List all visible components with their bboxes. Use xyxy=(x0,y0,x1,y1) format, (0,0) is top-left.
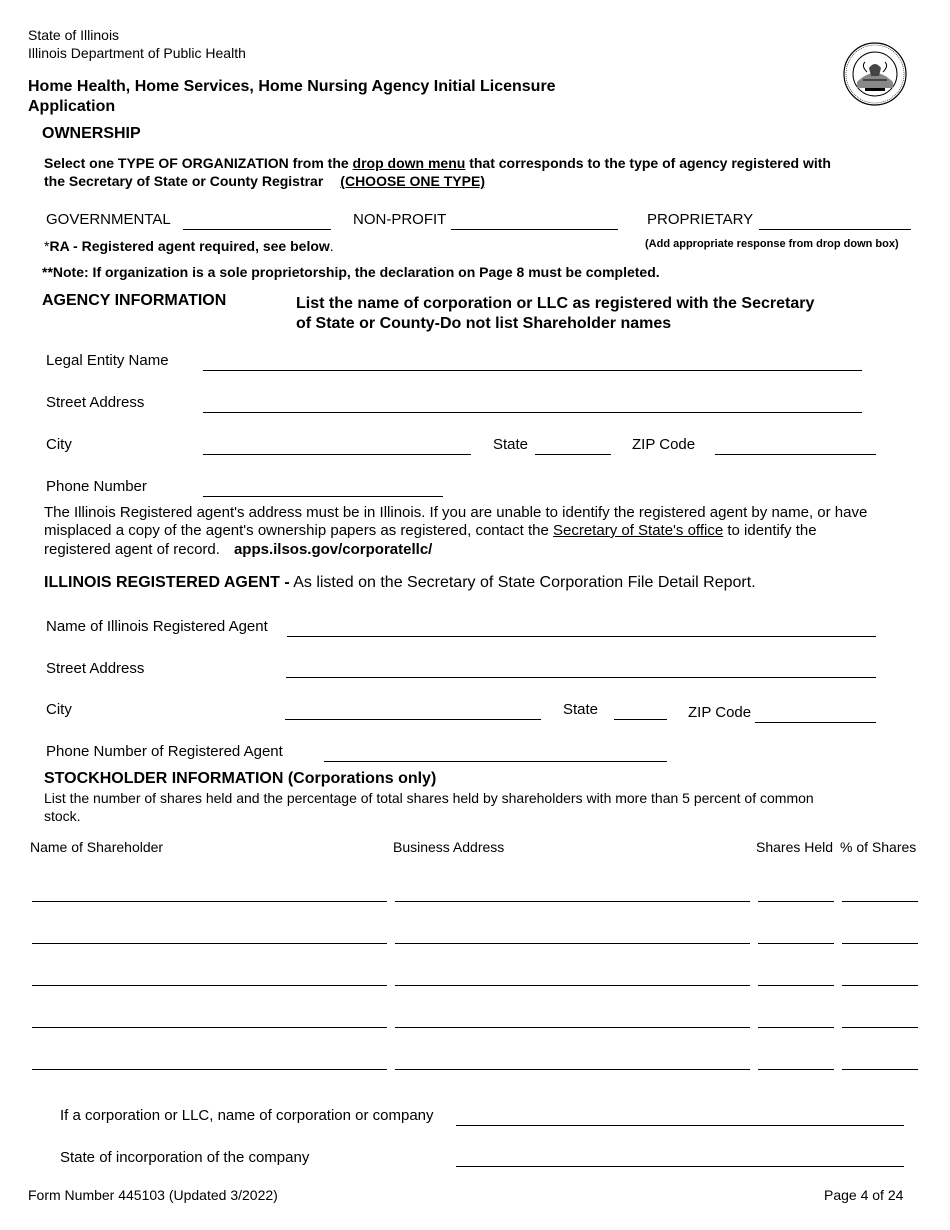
agent-state-field[interactable] xyxy=(614,719,667,720)
governmental-field[interactable] xyxy=(183,229,331,230)
agency-state-field[interactable] xyxy=(535,454,611,455)
shareholder-name-field[interactable] xyxy=(32,901,387,902)
agency-state-label: State xyxy=(493,436,529,453)
incorporation-state-field[interactable] xyxy=(456,1166,904,1167)
agent-street-label: Street Address xyxy=(46,660,145,677)
instr-text: Select one TYPE OF ORGANIZATION from the xyxy=(44,155,353,171)
ownership-instructions-line1 xyxy=(44,155,831,171)
sole-proprietorship-note: **Note: If organization is a sole proprietorship, the declaration on Page 8 must be completed. xyxy=(42,264,660,280)
shares-held-field[interactable] xyxy=(758,1069,834,1070)
col-header-address: Business Address xyxy=(393,839,505,855)
stockholder-heading: STOCKHOLDER INFORMATION (Corporations only) xyxy=(44,770,437,787)
incorporation-state-label: State of incorporation of the company xyxy=(60,1149,310,1166)
ra-paragraph-line1: The Illinois Registered agent's address must be in Illinois. If you are unable to identify the registered agent by name, or have xyxy=(44,504,868,521)
business-address-field[interactable] xyxy=(395,901,750,902)
corporation-name-label: If a corporation or LLC, name of corporation or company xyxy=(60,1107,434,1124)
nonprofit-field[interactable] xyxy=(451,229,618,230)
percent-shares-field[interactable] xyxy=(842,985,918,986)
ra-dot: . xyxy=(329,238,334,254)
business-address-field[interactable] xyxy=(395,1069,750,1070)
legal-entity-field[interactable] xyxy=(203,370,862,371)
agency-zip-label: ZIP Code xyxy=(632,436,696,453)
percent-shares-field[interactable] xyxy=(842,1027,918,1028)
nonprofit-label: NON-PROFIT xyxy=(353,211,447,228)
legal-entity-label: Legal Entity Name xyxy=(46,352,169,369)
agent-zip-label: ZIP Code xyxy=(688,704,752,721)
add-response-note: (Add appropriate response from drop down box) xyxy=(645,238,899,250)
col-header-name: Name of Shareholder xyxy=(30,839,164,855)
secretary-of-state-link[interactable]: Secretary of State's office xyxy=(553,522,724,539)
proprietary-field[interactable] xyxy=(759,229,911,230)
registered-agent-heading xyxy=(44,574,756,592)
ra-p2-text: to identify the xyxy=(723,522,817,539)
form-title-line1: Home Health, Home Services, Home Nursing Agency Initial Licensure xyxy=(28,78,556,95)
ownership-heading: OWNERSHIP xyxy=(42,125,141,142)
shareholder-name-field[interactable] xyxy=(32,943,387,944)
agent-zip-field[interactable] xyxy=(755,722,876,723)
form-title-line2: Application xyxy=(28,98,116,115)
percent-shares-field[interactable] xyxy=(842,1069,918,1070)
agent-heading-rest: As listed on the Secretary of State Corporation File Detail Report. xyxy=(289,574,756,591)
shares-held-field[interactable] xyxy=(758,943,834,944)
agency-city-label: City xyxy=(46,436,72,453)
business-address-field[interactable] xyxy=(395,1027,750,1028)
business-address-field[interactable] xyxy=(395,985,750,986)
ra-text: RA - Registered agent required, see below xyxy=(49,238,330,254)
instr-text: that corresponds to the type of agency registered with xyxy=(465,155,831,171)
shares-held-field[interactable] xyxy=(758,985,834,986)
ra-star: * xyxy=(44,238,50,254)
agent-city-label: City xyxy=(46,701,72,718)
stockholder-instructions-line1: List the number of shares held and the percentage of total shares held by shareholders with more than 5 percent of common xyxy=(44,790,814,806)
ra-p3-text: registered agent of record. xyxy=(44,541,220,558)
agent-heading-bold: ILLINOIS REGISTERED AGENT - xyxy=(44,574,290,591)
col-header-shares: Shares Held xyxy=(756,839,834,855)
department-name: Illinois Department of Public Health xyxy=(28,45,246,61)
proprietary-label: PROPRIETARY xyxy=(647,211,754,228)
agent-street-field[interactable] xyxy=(286,677,876,678)
agent-state-label: State xyxy=(563,701,599,718)
shares-held-field[interactable] xyxy=(758,1027,834,1028)
percent-shares-field[interactable] xyxy=(842,943,918,944)
agency-street-label: Street Address xyxy=(46,394,145,411)
drop-down-menu-link[interactable]: drop down menu xyxy=(352,155,466,171)
stockholder-instructions-line2: stock. xyxy=(44,808,81,824)
ra-p2-text: misplaced a copy of the agent's ownership papers as registered, contact the xyxy=(44,522,553,539)
agency-instructions-line1: List the name of corporation or LLC as registered with the Secretary xyxy=(296,295,815,312)
corporatellc-url[interactable]: apps.ilsos.gov/corporatellc/ xyxy=(233,541,433,558)
agent-name-field[interactable] xyxy=(287,636,876,637)
agent-phone-label: Phone Number of Registered Agent xyxy=(46,743,283,760)
agency-instructions-line2: of State or County-Do not list Shareholder names xyxy=(296,315,672,332)
shareholder-name-field[interactable] xyxy=(32,985,387,986)
agent-city-field[interactable] xyxy=(285,719,541,720)
shares-held-field[interactable] xyxy=(758,901,834,902)
agency-info-heading: AGENCY INFORMATION xyxy=(42,292,227,309)
shareholder-name-field[interactable] xyxy=(32,1027,387,1028)
page-number: Page 4 of 24 xyxy=(824,1187,904,1203)
choose-one-type: (CHOOSE ONE TYPE) xyxy=(340,173,485,189)
illinois-state-seal xyxy=(843,42,907,106)
agent-phone-field[interactable] xyxy=(324,761,667,762)
agency-zip-field[interactable] xyxy=(715,454,876,455)
agency-street-field[interactable] xyxy=(203,412,862,413)
agency-city-field[interactable] xyxy=(203,454,471,455)
ownership-instructions-line2 xyxy=(44,173,485,189)
instr-text: the Secretary of State or County Registrar xyxy=(44,173,324,189)
form-number: Form Number 445103 (Updated 3/2022) xyxy=(28,1187,278,1203)
corporation-name-field[interactable] xyxy=(456,1125,904,1126)
ra-required-note xyxy=(44,238,334,254)
governmental-label: GOVERNMENTAL xyxy=(46,211,171,228)
agency-phone-field[interactable] xyxy=(203,496,443,497)
ra-paragraph-line2 xyxy=(44,522,817,539)
percent-shares-field[interactable] xyxy=(842,901,918,902)
shareholder-name-field[interactable] xyxy=(32,1069,387,1070)
agency-phone-label: Phone Number xyxy=(46,478,147,495)
col-header-percent: % of Shares xyxy=(840,839,917,855)
agent-name-label: Name of Illinois Registered Agent xyxy=(46,618,268,635)
business-address-field[interactable] xyxy=(395,943,750,944)
state-name: State of Illinois xyxy=(28,27,120,43)
ra-paragraph-line3 xyxy=(44,541,432,558)
